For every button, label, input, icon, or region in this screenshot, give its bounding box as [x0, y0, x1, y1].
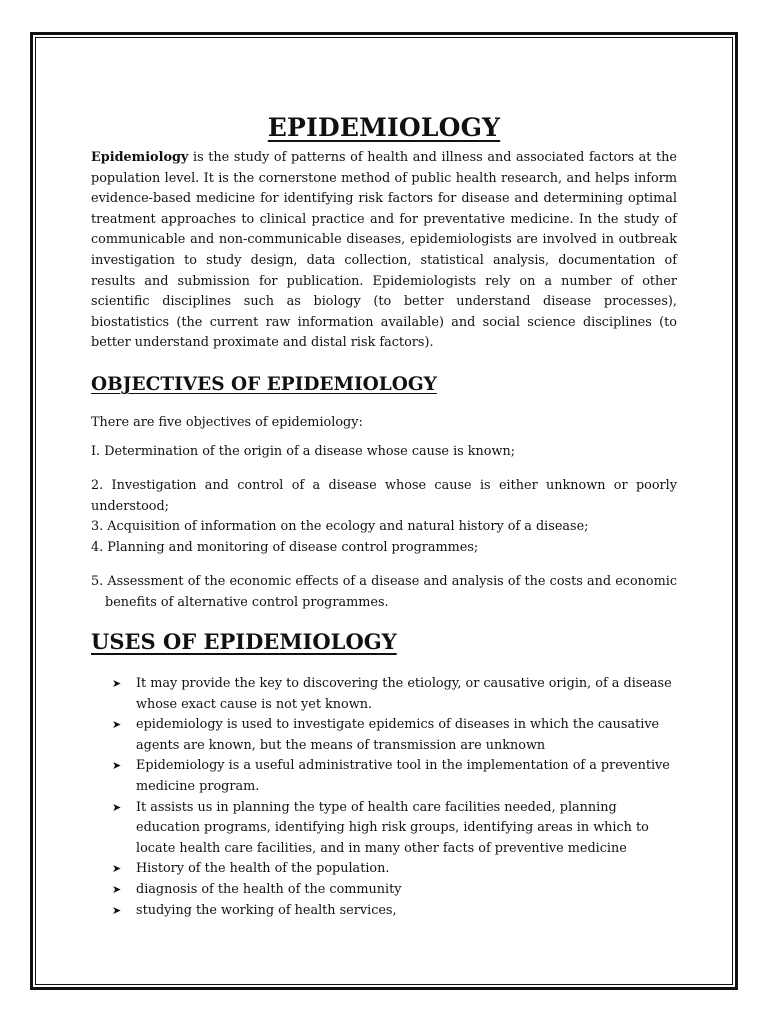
page-title: EPIDEMIOLOGY [267, 112, 501, 142]
list-item: ➤ epidemiology is used to investigate epidemics of diseases in which the causative agents are known, but the means of transmission are unknown [112, 717, 660, 753]
objective-item-2: 2. Investigation and control of a disease whose cause is either unknown or poorly understood; [91, 478, 677, 514]
objective-item-4: 4. Planning and monitoring of disease control programmes; [91, 540, 479, 555]
uses-heading: USES OF EPIDEMIOLOGY [91, 629, 397, 654]
uses-list [112, 674, 672, 921]
arrowhead-bullet-icon: ➤ [112, 903, 122, 917]
objectives-intro: There are five objectives of epidemiology: [91, 415, 363, 430]
list-item: ➤ History of the health of the population. [112, 859, 672, 880]
arrowhead-bullet-icon: ➤ [112, 800, 122, 814]
list-item: ➤ studying the working of health services, [112, 901, 672, 922]
objective-item-1: I. Determination of the origin of a disease whose cause is known; [91, 444, 516, 459]
list-item: ➤ Epidemiology is a useful administrative tool in the implementation of a preventive medicine program. [112, 758, 670, 794]
objectives-heading: OBJECTIVES OF EPIDEMIOLOGY [91, 374, 437, 395]
intro-paragraph [91, 148, 677, 354]
objective-item-3: 3. Acquisition of information on the ecology and natural history of a disease; [91, 519, 589, 534]
objective-item-5: 5. Assessment of the economic effects of a disease and analysis of the costs and economic benefits of alternative control programmes. [91, 574, 677, 610]
list-item: ➤ It assists us in planning the type of health care facilities needed, planning education programs, identifying high risk groups, identifying areas in which to locate health care facilities, and in many other facts of preventive medicine [112, 799, 649, 856]
intro-text: is the study of patterns of health and illness and associated factors at the population level. It is the cornerstone method of public health research, and helps inform evidence-based medicine for identifying risk factors for disease and determining optimal treatment approaches to clinical practice and for preventative medicine. In the study of communicable and non-communicable diseases, epidemiologists are involved in outbreak investigation to study design, data collection, statistical analysis, documentation of results and submission for publication. Epidemiologists rely on a number of other scientific disciplines such as biology (to better understand disease processes), biostatistics (the current raw information available) and social science disciplines (to better understand proximate and distal risk factors). [91, 150, 677, 351]
arrowhead-bullet-icon: ➤ [112, 862, 122, 876]
arrowhead-bullet-icon: ➤ [112, 882, 122, 896]
arrowhead-bullet-icon: ➤ [112, 677, 122, 690]
arrowhead-bullet-icon: ➤ [112, 718, 122, 732]
list-item: ➤ It may provide the key to discovering the etiology, or causative origin, of a disease whose exact cause is not yet known. [112, 676, 672, 712]
intro-term: Epidemiology [91, 150, 189, 165]
arrowhead-bullet-icon: ➤ [112, 759, 122, 773]
list-item: ➤ diagnosis of the health of the community [112, 880, 672, 901]
